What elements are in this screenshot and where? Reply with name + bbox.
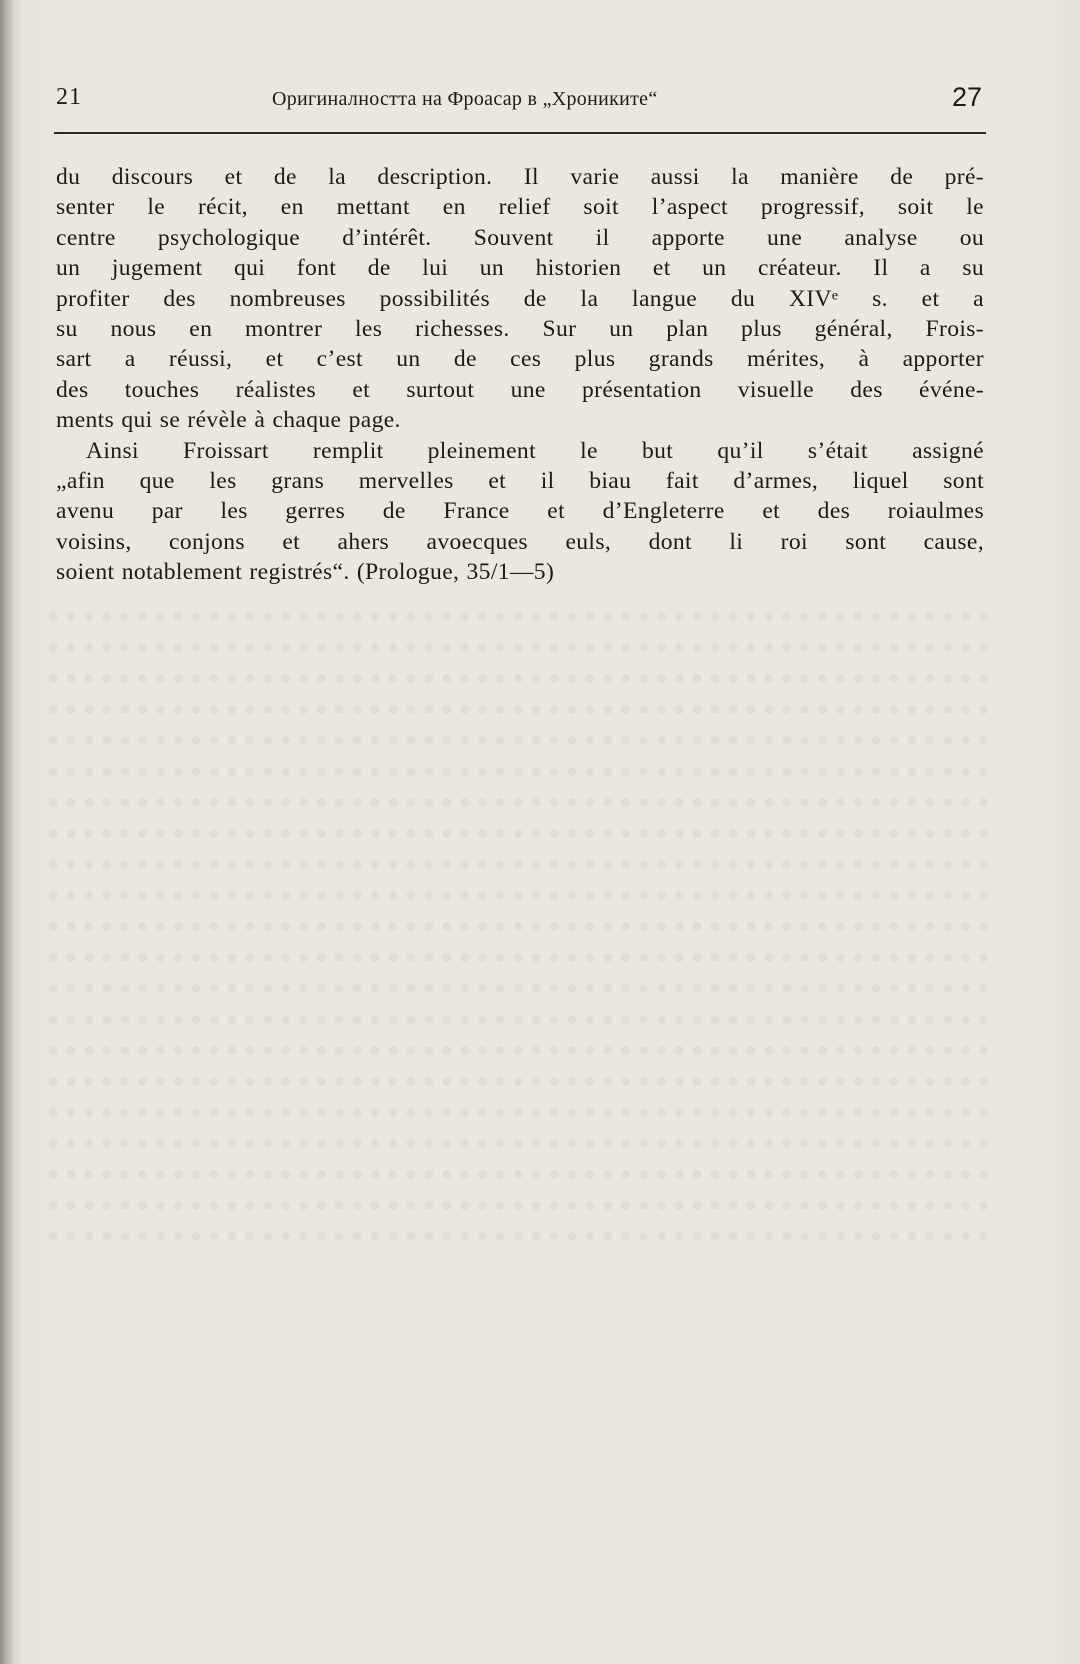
- text-line: ments qui se révèle à chaque page.: [56, 407, 401, 434]
- text-line: su nous en montrer les richesses. Sur un plan plus général, Frois-: [56, 316, 984, 343]
- text-line: sart a réussi, et c’est un de ces plus grands mérites, à apporter: [56, 346, 984, 373]
- text-line: voisins, conjons et ahers avoecques euls, dont li roi sont cause,: [56, 528, 984, 555]
- text-line: soient notablement registrés“. (Prologue, 35/1—5): [56, 559, 555, 586]
- header-rule: [54, 132, 986, 134]
- text-line: Ainsi Froissart remplit pleinement le but qu’il s’était assigné: [86, 437, 984, 464]
- text-line: „afin que les grans mervelles et il biau fait d’armes, liquel sont: [56, 468, 984, 495]
- running-title: Оригиналността на Фроасар в „Хрониките“: [272, 88, 658, 110]
- text-line: du discours et de la description. Il varie aussi la manière de pré-: [56, 164, 984, 190]
- text-line: des touches réalistes et surtout une présentation visuelle des événe-: [56, 376, 984, 403]
- page-number: 27: [951, 82, 982, 112]
- body-text: [56, 162, 984, 588]
- text-line: profiter des nombreuses possibilités de la langue du XIVᵉ s. et a: [56, 285, 984, 312]
- text-line: un jugement qui font de lui un historien et un créateur. Il a su: [56, 255, 984, 282]
- text-line: centre psychologique d’intérêt. Souvent il apporte une analyse ou: [56, 224, 984, 251]
- signature-mark: 21: [56, 84, 82, 110]
- bleed-through-shadow: [48, 590, 988, 1290]
- book-spine-shadow: [0, 0, 14, 1664]
- text-line: senter le récit, en mettant en relief soit l’aspect progressif, soit le: [56, 194, 984, 221]
- page-header: [56, 84, 984, 124]
- text-line: avenu par les gerres de France et d’Engleterre et des roiaulmes: [56, 498, 984, 525]
